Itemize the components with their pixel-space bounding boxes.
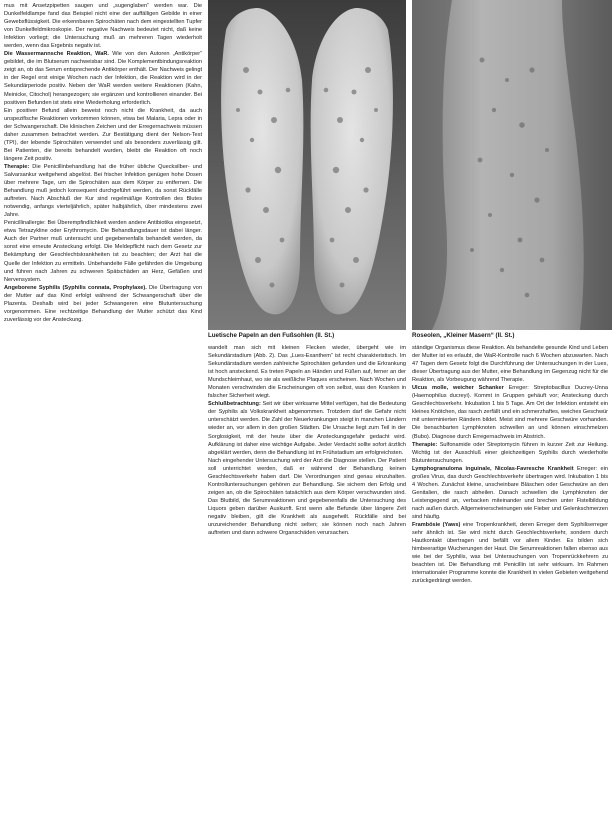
paragraph: Lymphogranuloma inguinale, Nicolas-Favresche Krankheit Erreger: ein großes Virus, das durch Geschlechtsverkehr übertragen wird. Inkubation 1 bis 4 Wochen. Zunächst kleine, unscheinbare Bläschen oder Geschwüre an den Genitalien, die rasch abheilen. Danach schwellen die Lymphknoten der Leistengegend an, verbacken miteinander und brechen unter Fistelbildung nach außen durch. Allgemeinerscheinungen wie Fieber und Gelenkschmerzen sind häufig. [412, 465, 608, 520]
paragraph: Penicillinallergie: Bei Überempfindlichkeit werden andere Antibiotika eingesetzt, etwa Tetrazykline oder Erythromycin. Die Behandlungsdauer ist dabei länger. Auch der Partner muß untersucht und gegebenenfalls behandelt werden, da sonst eine erneute Ansteckung erfolgt. Die Meldepflicht nach dem Gesetz zur Bekämpfung der Geschlechtskrankheiten ist zu beachten; der Arzt hat die Quelle der Infektion zu ermitteln. Unbehandelte Fälle gefährden die Umgebung und führen nach Jahren zu schweren Spätschäden an Herz, Gefäßen und Nervensystem. [4, 220, 202, 283]
roseola-photo [412, 0, 612, 330]
middle-text-column [208, 344, 406, 836]
paragraph: Schlußbetrachtung: Seit wir über wirksame Mittel verfügen, hat die Bedeutung der Syphilis als Volkskrankheit abgenommen. Trotzdem darf die Gefahr nicht unterschätzt werden. Die Zahl der Neuerkrankungen steigt in manchen Ländern wieder an, vor allem in den großen Städten. Die Ursache liegt zum Teil in der Sorglosigkeit, mit der heute über die Ansteckungsgefahr gedacht wird. Aufklärung ist daher eine wichtige Aufgabe. Jeder Verdacht sollte sofort ärztlich abgeklärt werden, denn die Behandlung ist im Frühstadium am erfolgreichsten. [208, 401, 406, 456]
figure-caption: Roseolen, „Kleiner Masern“ (II. St.) [412, 332, 515, 339]
paragraph: mus mit Ansetzpipetten saugen und „sugenglaben“ werden war. Die Dunkelfeldlampe fand das Beispiel nicht eine der auffälligen Gebilde in einer Gewebsflüssigkeit. Die erkennbaren Spirochäten nach dem eingestellten Tupfer von Dunkelfeldmikroskopie. Der negative Nachweis bedeutet nicht, daß keine Infektion vorliegt; die Untersuchung muß an mehreren Tagen wiederholt werden, wenn das Ergebnis negativ ist. [4, 3, 202, 50]
paragraph: ständige Organismus diese Reaktion. Als behandelte gesunde Kind und Leben der Mutter ist es erlaubt, die WaR-Kontrolle nach 6 Wochen abzuwarten. Nach 47 Tagen dem Gesetz folgt die Durchführung der Untersuchungen in der Lues, dieser Übertragung aus der Mutter, eine Behandlung im Gegenzug nicht für die Reaktion, als Vorbeugung während Therapie. [412, 345, 608, 384]
paragraph: Angeborene Syphilis (Syphilis connata, Prophylaxe). Die Übertragung von der Mutter auf das Kind erfolgt während der Schwangerschaft über die Plazenta. Deshalb wird bei jeder Schwangeren eine Blutuntersuchung vorgenommen. Eine rechtzeitige Behandlung der Mutter schützt das Kind zuverlässig vor der Ansteckung. [4, 284, 202, 323]
figure-caption: Luetische Papeln an den Fußsohlen (II. St.) [208, 332, 335, 339]
paragraph: Ein positiver Befund allein beweist noch nicht die Krankheit, da auch unspezifische Reaktionen vorkommen können, etwa bei Malaria, Lepra oder in der Schwangerschaft. Die klinischen Zeichen und der Erregernachweis müssen daher zusammen betrachtet werden. Zur Bestätigung dient der Nelson-Test (TPI), der lebende Spirochäten verwendet und als besonders zuverlässig gilt. Bei Patienten, die bereits behandelt wurden, bleibt die Reaktion oft noch längere Zeit positiv. [4, 107, 202, 162]
paragraph: Therapie: Die Penicillinbehandlung hat die früher übliche Quecksilber- und Salvarsankur weitgehend abgelöst. Bei frischer Infektion genügen hohe Dosen über mehrere Tage, um die Spirochäten aus dem Körper zu entfernen. Die Behandlung muß jedoch konsequent durchgeführt werden, da sonst Rückfälle auftreten. Nach Abschluß der Kur sind regelmäßige Kontrollen des Blutes notwendig, anfangs vierteljährlich, später halbjährlich, über mindestens zwei Jahre. [4, 163, 202, 219]
paragraph: Die Wassermannsche Reaktion, WaR. Wie von den Autoren „Antikörper“ gebildet, die im Blutserum nachweisbar sind. Die Komplementbindungsreaktion zeigt an, ob das Serum entsprechende Antikörper enthält. Der Nachweis gelingt in der Regel erst einige Wochen nach der Infektion, die Reaktion wird in der Sekundärperiode positiv. Neben der WaR werden weitere Reaktionen (Kahn, Meinicke, Citochol) herangezogen; sie ergänzen und kontrollieren einander. Bei positiven Befunden ist stets eine Wiederholung erforderlich. [4, 51, 202, 106]
left-text-column [4, 2, 202, 836]
paragraph: Frambösie (Yaws) eine Tropenkrankheit, deren Erreger dem Syphiliserreger sehr ähnlich ist. Sie wird nicht durch Geschlechtsverkehr, sondern durch Hautkontakt übertragen und befällt vor allem Kinder. Es bilden sich himbeerartige Wucherungen der Haut. Die Serumreaktionen fallen ebenso aus wie bei der Syphilis, was bei Untersuchungen von Tropenrückkehrern zu beachten ist. Die Behandlung mit Penicillin ist sehr wirksam. Im Rahmen internationaler Programme konnte die Krankheit in vielen Gebieten weitgehend zurückgedrängt werden. [412, 522, 608, 585]
paragraph: Therapie: Sulfonamide oder Streptomycin führen in kurzer Zeit zur Heilung. Wichtig ist der Ausschluß einer gleichzeitigen Syphilis durch wiederholte Blutuntersuchungen. [412, 441, 608, 464]
paragraph: Ulcus molle, weicher Schanker Erreger: Streptobacillus Ducrey-Unna (Haemophilus ducreyi). Kommt in Gruppen gehäuft vor; Ansteckung durch Geschlechtsverkehr. Inkubation 1 bis 5 Tage. Am Ort der Infektion entsteht ein kleines Knötchen, das rasch zerfällt und ein schmerzhaftes, weiches Geschwür mit unterminierten Rändern bildet. Meist sind mehrere Geschwüre vorhanden. Die benachbarten Lymphknoten schwellen an und können einschmelzen (Bubo). Diagnose durch Erregernachweis im Abstrich. [412, 385, 608, 440]
right-text-column [412, 344, 608, 836]
figure-foot-soles [208, 0, 406, 330]
figure-roseola [412, 0, 612, 330]
foot-soles-photo [208, 0, 406, 330]
paragraph: Nach eingehender Untersuchung wird der Arzt die Diagnose stellen. Der Patient soll unterrichtet werden, daß er während der Behandlung keinen Geschlechtsverkehr haben darf. Die Verordnungen sind genau einzuhalten. Kontrolluntersuchungen gehören zur Behandlung. Sie sichern den Erfolg und zeigen an, ob die Spirochäten tatsächlich aus dem Körper verschwunden sind. Das Blutbild, die Serumreaktionen und gegebenenfalls die Untersuchung des Liquors geben darüber Auskunft. Erst wenn alle Befunde über längere Zeit negativ bleiben, gilt die Krankheit als ausgeheilt. Rückfälle sind bei unzureichender Behandlung nicht selten; sie können noch nach Jahren auftreten und dann schwere Organschäden verursachen. [208, 457, 406, 537]
paragraph: wandelt man sich mit kleinen Flecken wieder, übergeht wie im Sekundärstadium (Abb. 2). Das „Lues-Exanthem“ ist recht charakteristisch. Im Sekundärstadium werden zahlreiche Spirochäten gefunden und die Erkrankung ist hoch ansteckend. Es treten Papeln an Händen und Füßen auf, ferner an der Mundschleimhaut, wo sie als weißliche Plaques erscheinen. Nach Wochen und Monaten verschwinden die Erscheinungen oft von selbst, was den Kranken in falscher Sicherheit wiegt. [208, 345, 406, 400]
